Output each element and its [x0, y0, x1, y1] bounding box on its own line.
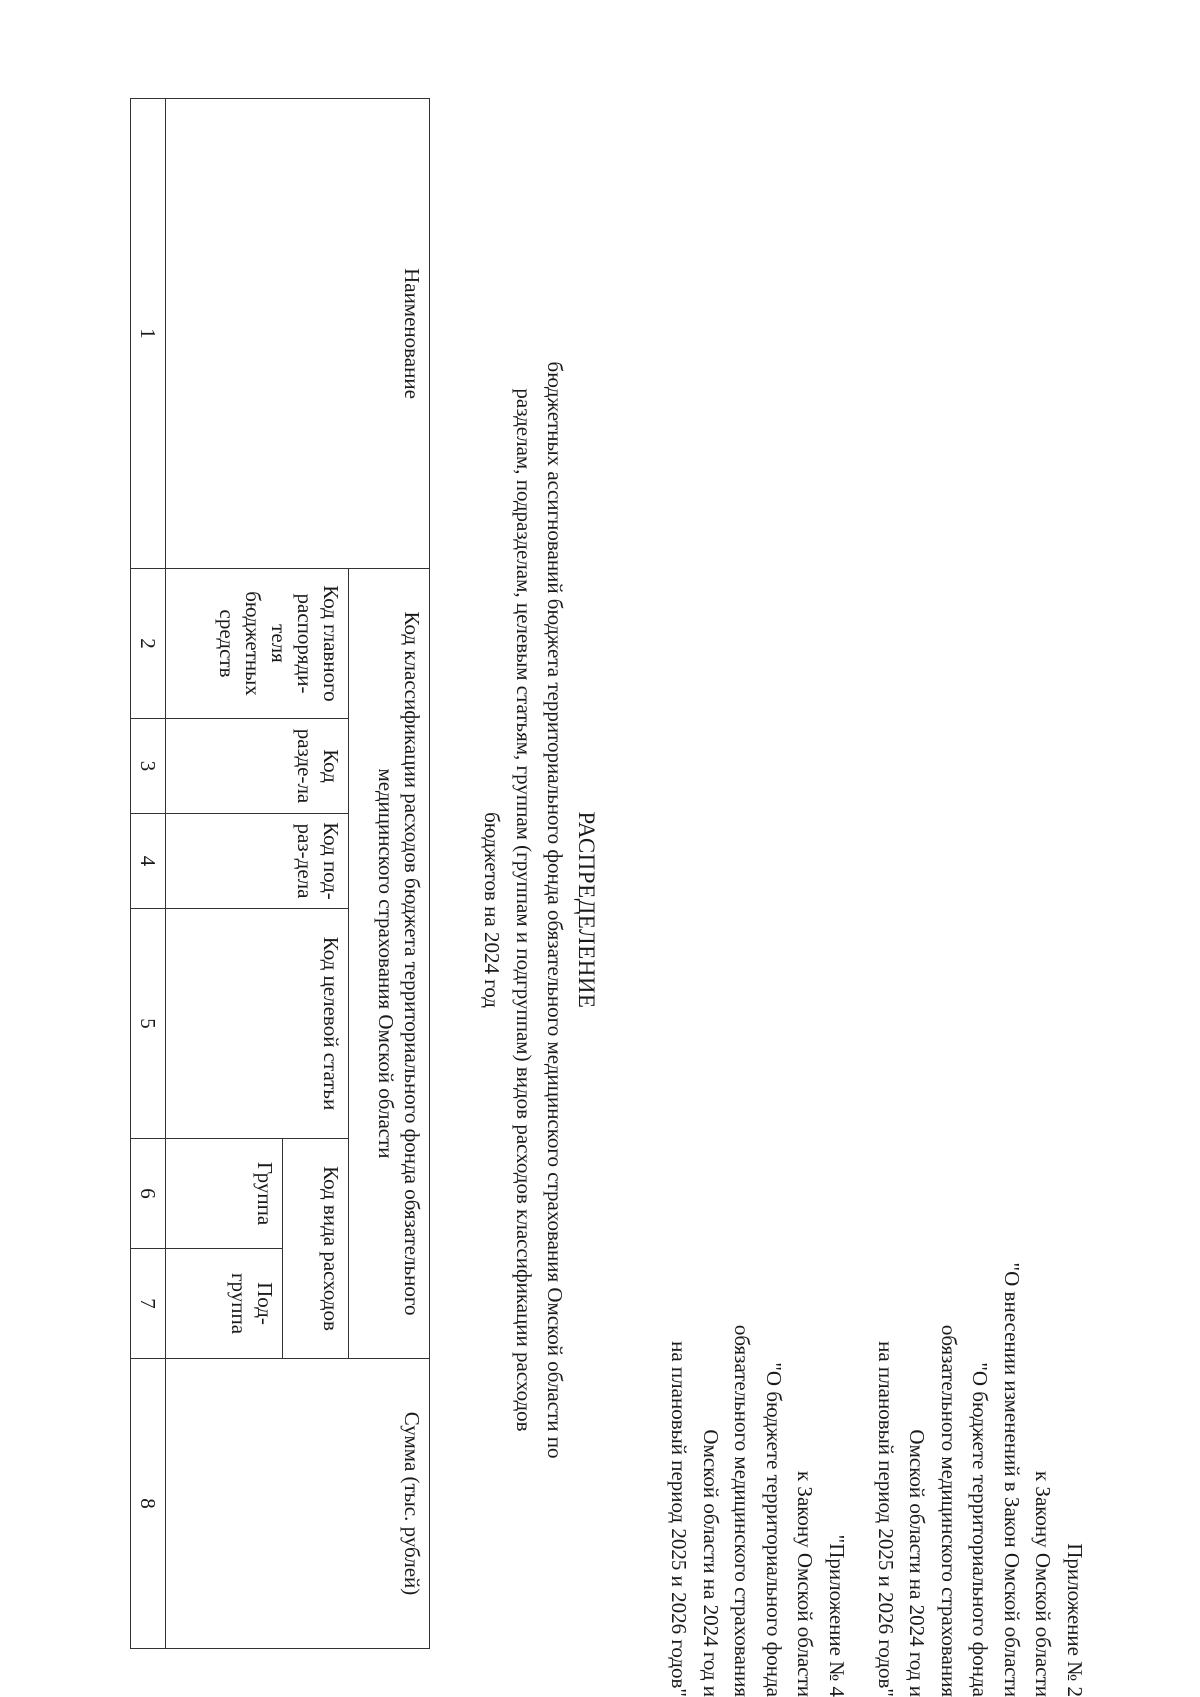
document-subtitle-line: бюджетов на 2024 год: [480, 812, 505, 1008]
column-header-subgroup: Под-группа: [166, 1249, 283, 1359]
appendix-2-line: к Закону Омской области: [1031, 1470, 1056, 1697]
appendix-4-line: на плановый период 2025 и 2026 годов": [667, 1341, 692, 1697]
column-number: 2: [131, 569, 166, 719]
column-number: 1: [131, 99, 166, 569]
column-header-subsection: Код под-раз-дела: [166, 814, 349, 909]
column-header-group: Группа: [166, 1139, 283, 1249]
column-number: 8: [131, 1359, 166, 1649]
appendix-2-line: на плановый период 2025 и 2026 годов": [874, 1341, 898, 1697]
appendix-4-line: "Приложение № 4: [825, 1534, 849, 1697]
column-header-sum: Сумма (тыс. рублей): [166, 1359, 430, 1649]
column-number-row: [131, 99, 166, 1649]
appendix-2-line: обязательного медицинского страхования: [937, 1324, 961, 1697]
document-subtitle-line: разделам, подразделам, целевым статьям, группам (группам и подгруппам) видов расходов классификации расходов: [512, 388, 536, 1432]
document-title-block: [476, 200, 602, 1620]
appendix-4-line: Омской области на 2024 год и: [699, 1429, 723, 1697]
appendix-4-line: "О бюджете территориального фонда: [762, 1362, 786, 1697]
appendix-4-line: к Закону Омской области: [793, 1470, 818, 1697]
column-header-section: Код разде-ла: [166, 719, 349, 814]
allocation-table: [130, 98, 430, 1649]
table-header-row: [349, 99, 430, 1649]
appendix-4-line: обязательного медицинского страхования: [730, 1324, 755, 1697]
column-number: 5: [131, 909, 166, 1139]
column-number: 3: [131, 719, 166, 814]
appendix-2-line: "О бюджете территориального фонда: [968, 1362, 993, 1697]
column-header-expense-type: Код вида расходов: [282, 1139, 349, 1359]
document-subtitle-line: бюджетных ассигнований бюджета территориального фонда обязательного медицинского страхования Омской области по: [543, 361, 568, 1459]
document-title: РАСПРЕДЕЛЕНИЕ: [574, 811, 599, 1009]
column-header-code-group: Код классификации расходов бюджета территориального фонда обязательного медицинского страхования Омской области: [349, 569, 430, 1359]
appendix-2-line: Приложение № 2: [1063, 1543, 1087, 1697]
column-number: 4: [131, 814, 166, 909]
column-number: 6: [131, 1139, 166, 1249]
column-header-admin: Код главного распоряди-теля бюджетных средств: [166, 569, 349, 719]
column-number: 7: [131, 1249, 166, 1359]
appendix-2-header: [870, 1263, 1091, 1697]
column-header-name: Наименование: [166, 99, 430, 569]
appendix-4-header: [663, 1325, 852, 1697]
appendix-2-line: Омской области на 2024 год и: [905, 1429, 930, 1697]
column-header-target: Код целевой статьи: [166, 909, 349, 1139]
appendix-2-line: "О внесении изменений в Закон Омской области: [1000, 1262, 1024, 1697]
